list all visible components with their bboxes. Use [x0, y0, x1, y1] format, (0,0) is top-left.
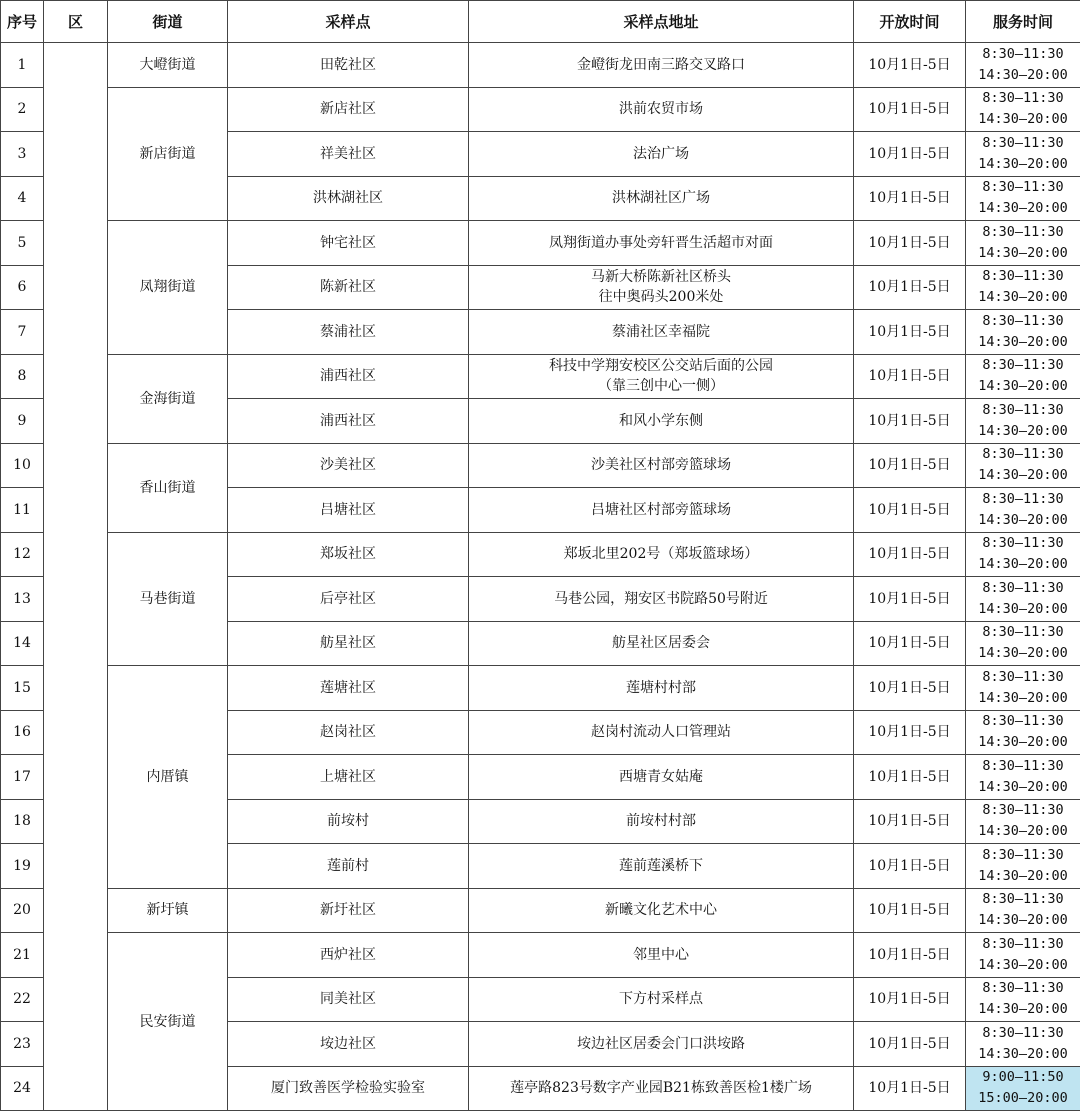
service-time-cell	[966, 844, 1080, 889]
service-time-line: 8:30—11:30	[966, 889, 1080, 910]
service-time-cell	[966, 399, 1080, 444]
row-index: 7	[1, 310, 44, 355]
address-cell	[469, 176, 854, 221]
header-index: 序号	[1, 1, 44, 43]
service-time-line: 14:30—20:00	[966, 955, 1080, 976]
service-time-cell	[966, 577, 1080, 622]
service-time-line: 8:30—11:30	[966, 133, 1080, 154]
open-date-cell: 10月1日-5日	[854, 888, 966, 933]
address-line: 洪林湖社区广场	[469, 188, 853, 208]
address-line: 马新大桥陈新社区桥头	[469, 267, 853, 287]
open-date-cell: 10月1日-5日	[854, 488, 966, 533]
service-time-line: 14:30—20:00	[966, 643, 1080, 664]
service-time-line: 8:30—11:30	[966, 667, 1080, 688]
row-index: 3	[1, 132, 44, 177]
site-cell: 莲前村	[228, 844, 469, 889]
service-time-line: 14:30—20:00	[966, 688, 1080, 709]
row-index: 11	[1, 488, 44, 533]
service-time-line: 8:30—11:30	[966, 400, 1080, 421]
row-index: 12	[1, 532, 44, 577]
site-cell: 垵边社区	[228, 1022, 469, 1067]
street-cell: 香山街道	[108, 443, 228, 532]
service-time-cell	[966, 710, 1080, 755]
service-time-cell	[966, 755, 1080, 800]
row-index: 19	[1, 844, 44, 889]
address-line: 前垵村村部	[469, 811, 853, 831]
address-cell	[469, 666, 854, 711]
service-time-cell	[966, 888, 1080, 933]
table-row	[1, 888, 1080, 933]
address-cell	[469, 710, 854, 755]
table-row	[1, 443, 1080, 488]
site-cell: 新圩社区	[228, 888, 469, 933]
street-cell: 凤翔街道	[108, 221, 228, 355]
header-open-date: 开放时间	[854, 1, 966, 43]
address-line: 西塘青女姑庵	[469, 767, 853, 787]
address-cell	[469, 221, 854, 266]
service-time-line: 8:30—11:30	[966, 266, 1080, 287]
address-cell	[469, 977, 854, 1022]
site-cell: 郑坂社区	[228, 532, 469, 577]
service-time-cell	[966, 443, 1080, 488]
site-cell: 钟宅社区	[228, 221, 469, 266]
service-time-line: 8:30—11:30	[966, 756, 1080, 777]
service-time-line: 14:30—20:00	[966, 376, 1080, 397]
address-cell	[469, 399, 854, 444]
address-cell	[469, 265, 854, 310]
service-time-line: 8:30—11:30	[966, 1023, 1080, 1044]
street-cell: 新圩镇	[108, 888, 228, 933]
site-cell: 沙美社区	[228, 443, 469, 488]
service-time-line: 14:30—20:00	[966, 243, 1080, 264]
address-cell	[469, 799, 854, 844]
site-cell: 前垵村	[228, 799, 469, 844]
row-index: 4	[1, 176, 44, 221]
district-cell	[44, 43, 108, 1111]
address-line: 往中奥码头200米处	[469, 287, 853, 307]
site-cell: 吕塘社区	[228, 488, 469, 533]
address-cell	[469, 844, 854, 889]
service-time-cell	[966, 621, 1080, 666]
row-index: 10	[1, 443, 44, 488]
service-time-cell	[966, 87, 1080, 132]
address-line: （靠三创中心一侧）	[469, 376, 853, 396]
service-time-line: 8:30—11:30	[966, 177, 1080, 198]
address-cell	[469, 443, 854, 488]
open-date-cell: 10月1日-5日	[854, 310, 966, 355]
site-cell: 同美社区	[228, 977, 469, 1022]
service-time-line: 14:30—20:00	[966, 198, 1080, 219]
row-index: 17	[1, 755, 44, 800]
address-line: 沙美社区村部旁篮球场	[469, 455, 853, 475]
open-date-cell: 10月1日-5日	[854, 755, 966, 800]
service-time-cell	[966, 43, 1080, 88]
service-time-line: 15:00—20:00	[966, 1088, 1080, 1109]
open-date-cell: 10月1日-5日	[854, 621, 966, 666]
service-time-line: 14:30—20:00	[966, 332, 1080, 353]
address-cell	[469, 621, 854, 666]
service-time-cell	[966, 1066, 1080, 1111]
service-time-line: 14:30—20:00	[966, 910, 1080, 931]
open-date-cell: 10月1日-5日	[854, 221, 966, 266]
table-row	[1, 87, 1080, 132]
service-time-line: 8:30—11:30	[966, 88, 1080, 109]
address-cell	[469, 1022, 854, 1067]
address-line: 赵岗村流动人口管理站	[469, 722, 853, 742]
row-index: 9	[1, 399, 44, 444]
service-time-cell	[966, 354, 1080, 399]
table-body	[1, 43, 1080, 1111]
service-time-line: 14:30—20:00	[966, 732, 1080, 753]
address-line: 莲亭路823号数字产业园B21栋致善医检1楼广场	[469, 1078, 853, 1098]
address-line: 莲前莲溪桥下	[469, 856, 853, 876]
street-cell: 马巷街道	[108, 532, 228, 666]
service-time-cell	[966, 132, 1080, 177]
open-date-cell: 10月1日-5日	[854, 1066, 966, 1111]
address-cell	[469, 488, 854, 533]
row-index: 8	[1, 354, 44, 399]
open-date-cell: 10月1日-5日	[854, 844, 966, 889]
service-time-line: 8:30—11:30	[966, 622, 1080, 643]
address-cell	[469, 354, 854, 399]
table-row	[1, 532, 1080, 577]
table-row	[1, 354, 1080, 399]
address-line: 舫星社区居委会	[469, 633, 853, 653]
site-cell: 新店社区	[228, 87, 469, 132]
row-index: 13	[1, 577, 44, 622]
address-cell	[469, 755, 854, 800]
row-index: 6	[1, 265, 44, 310]
address-cell	[469, 1066, 854, 1111]
street-cell: 新店街道	[108, 87, 228, 221]
open-date-cell: 10月1日-5日	[854, 977, 966, 1022]
service-time-cell	[966, 265, 1080, 310]
site-cell: 赵岗社区	[228, 710, 469, 755]
address-cell	[469, 933, 854, 978]
service-time-line: 8:30—11:30	[966, 978, 1080, 999]
address-cell	[469, 888, 854, 933]
row-index: 23	[1, 1022, 44, 1067]
open-date-cell: 10月1日-5日	[854, 1022, 966, 1067]
address-line: 科技中学翔安校区公交站后面的公园	[469, 356, 853, 376]
service-time-line: 14:30—20:00	[966, 1044, 1080, 1065]
site-cell: 浦西社区	[228, 399, 469, 444]
site-cell: 浦西社区	[228, 354, 469, 399]
address-line: 莲塘村村部	[469, 678, 853, 698]
open-date-cell: 10月1日-5日	[854, 87, 966, 132]
service-time-line: 8:30—11:30	[966, 711, 1080, 732]
address-line: 金嶝街龙田南三路交叉路口	[469, 55, 853, 75]
service-time-line: 14:30—20:00	[966, 109, 1080, 130]
open-date-cell: 10月1日-5日	[854, 666, 966, 711]
table-row	[1, 221, 1080, 266]
address-line: 下方村采样点	[469, 989, 853, 1009]
street-cell: 民安街道	[108, 933, 228, 1111]
service-time-line: 8:30—11:30	[966, 800, 1080, 821]
address-line: 邻里中心	[469, 945, 853, 965]
service-time-line: 14:30—20:00	[966, 554, 1080, 575]
header-address: 采样点地址	[469, 1, 854, 43]
service-time-cell	[966, 799, 1080, 844]
street-cell: 大嶝街道	[108, 43, 228, 88]
service-time-cell	[966, 532, 1080, 577]
service-time-cell	[966, 221, 1080, 266]
service-time-line: 14:30—20:00	[966, 777, 1080, 798]
service-time-cell	[966, 488, 1080, 533]
service-time-line: 8:30—11:30	[966, 845, 1080, 866]
site-cell: 后亭社区	[228, 577, 469, 622]
address-line: 郑坂北里202号（郑坂篮球场）	[469, 544, 853, 564]
open-date-cell: 10月1日-5日	[854, 532, 966, 577]
service-time-line: 8:30—11:30	[966, 355, 1080, 376]
site-cell: 莲塘社区	[228, 666, 469, 711]
site-cell: 上塘社区	[228, 755, 469, 800]
site-cell: 蔡浦社区	[228, 310, 469, 355]
service-time-line: 14:30—20:00	[966, 421, 1080, 442]
service-time-line: 8:30—11:30	[966, 489, 1080, 510]
open-date-cell: 10月1日-5日	[854, 443, 966, 488]
service-time-line: 8:30—11:30	[966, 934, 1080, 955]
header-site: 采样点	[228, 1, 469, 43]
address-line: 凤翔街道办事处旁轩晋生活超市对面	[469, 233, 853, 253]
open-date-cell: 10月1日-5日	[854, 399, 966, 444]
row-index: 16	[1, 710, 44, 755]
site-cell: 洪林湖社区	[228, 176, 469, 221]
site-cell: 舫星社区	[228, 621, 469, 666]
row-index: 14	[1, 621, 44, 666]
header-street: 街道	[108, 1, 228, 43]
service-time-line: 8:30—11:30	[966, 311, 1080, 332]
address-cell	[469, 310, 854, 355]
service-time-line: 8:30—11:30	[966, 533, 1080, 554]
row-index: 18	[1, 799, 44, 844]
address-cell	[469, 532, 854, 577]
address-line: 垵边社区居委会门口洪垵路	[469, 1034, 853, 1054]
service-time-cell	[966, 933, 1080, 978]
service-time-line: 14:30—20:00	[966, 154, 1080, 175]
address-cell	[469, 87, 854, 132]
header-district: 区	[44, 1, 108, 43]
table-row	[1, 43, 1080, 88]
address-line: 洪前农贸市场	[469, 99, 853, 119]
service-time-line: 8:30—11:30	[966, 578, 1080, 599]
service-time-line: 14:30—20:00	[966, 465, 1080, 486]
address-line: 蔡浦社区幸福院	[469, 322, 853, 342]
address-line: 马巷公园，翔安区书院路50号附近	[469, 589, 853, 609]
site-cell: 西炉社区	[228, 933, 469, 978]
open-date-cell: 10月1日-5日	[854, 354, 966, 399]
open-date-cell: 10月1日-5日	[854, 710, 966, 755]
address-cell	[469, 577, 854, 622]
row-index: 5	[1, 221, 44, 266]
open-date-cell: 10月1日-5日	[854, 43, 966, 88]
row-index: 2	[1, 87, 44, 132]
service-time-line: 8:30—11:30	[966, 444, 1080, 465]
service-time-cell	[966, 977, 1080, 1022]
service-time-line: 14:30—20:00	[966, 999, 1080, 1020]
header-service-time: 服务时间	[966, 1, 1080, 43]
row-index: 21	[1, 933, 44, 978]
service-time-cell	[966, 666, 1080, 711]
address-cell	[469, 132, 854, 177]
service-time-line: 14:30—20:00	[966, 866, 1080, 887]
service-time-line: 14:30—20:00	[966, 510, 1080, 531]
site-cell: 厦门致善医学检验实验室	[228, 1066, 469, 1111]
row-index: 15	[1, 666, 44, 711]
address-cell	[469, 43, 854, 88]
service-time-line: 14:30—20:00	[966, 599, 1080, 620]
site-cell: 陈新社区	[228, 265, 469, 310]
service-time-line: 8:30—11:30	[966, 222, 1080, 243]
service-time-cell	[966, 176, 1080, 221]
service-time-line: 14:30—20:00	[966, 65, 1080, 86]
site-cell: 祥美社区	[228, 132, 469, 177]
open-date-cell: 10月1日-5日	[854, 933, 966, 978]
service-time-line: 8:30—11:30	[966, 44, 1080, 65]
address-line: 法治广场	[469, 144, 853, 164]
open-date-cell: 10月1日-5日	[854, 176, 966, 221]
street-cell: 金海街道	[108, 354, 228, 443]
service-time-line: 9:00—11:50	[966, 1067, 1080, 1088]
row-index: 22	[1, 977, 44, 1022]
service-time-cell	[966, 1022, 1080, 1067]
table-row	[1, 933, 1080, 978]
site-cell: 田乾社区	[228, 43, 469, 88]
service-time-line: 14:30—20:00	[966, 287, 1080, 308]
service-time-cell	[966, 310, 1080, 355]
header-row	[1, 1, 1080, 43]
table-row	[1, 666, 1080, 711]
row-index: 24	[1, 1066, 44, 1111]
address-line: 和风小学东侧	[469, 411, 853, 431]
row-index: 20	[1, 888, 44, 933]
service-time-line: 14:30—20:00	[966, 821, 1080, 842]
open-date-cell: 10月1日-5日	[854, 265, 966, 310]
open-date-cell: 10月1日-5日	[854, 132, 966, 177]
street-cell: 内厝镇	[108, 666, 228, 889]
address-line: 新曦文化艺术中心	[469, 900, 853, 920]
address-line: 吕塘社区村部旁篮球场	[469, 500, 853, 520]
open-date-cell: 10月1日-5日	[854, 577, 966, 622]
open-date-cell: 10月1日-5日	[854, 799, 966, 844]
row-index: 1	[1, 43, 44, 88]
